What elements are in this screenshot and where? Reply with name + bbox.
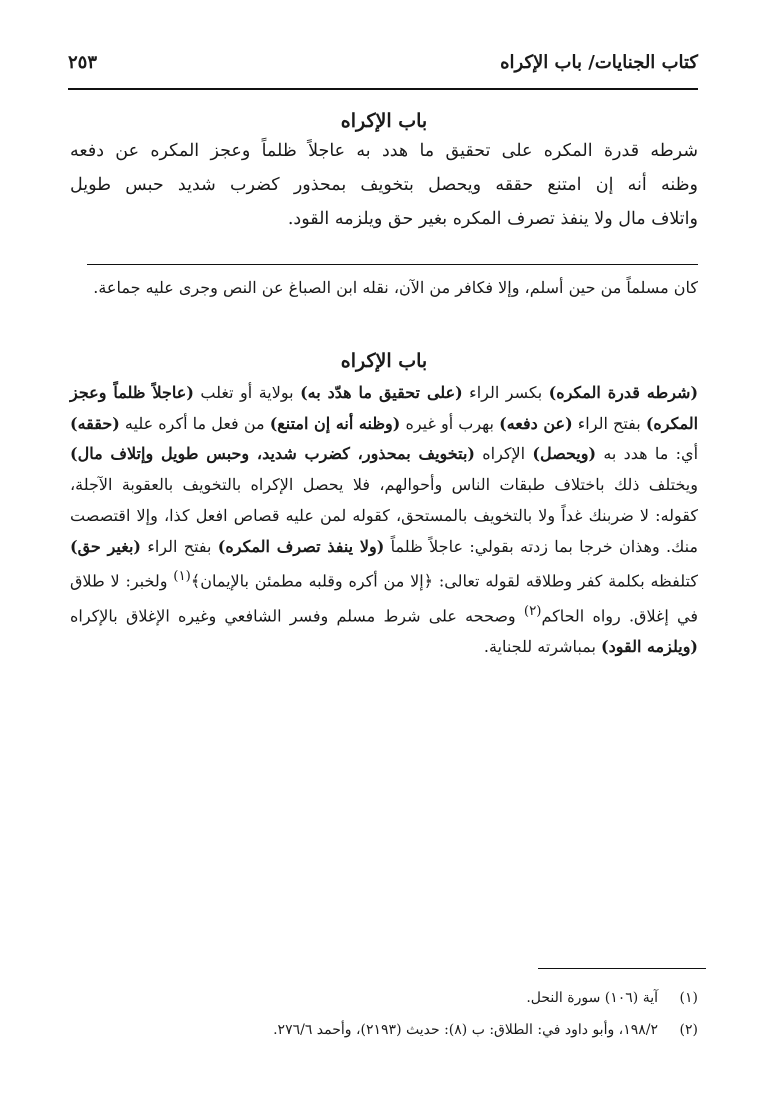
page-number: ٢٥٣	[68, 52, 98, 73]
commentary-text: كتلفظه بكلمة كفر وطلاقه لقوله تعالى: ﴿إلا من أكره وقلبه مطمئن بالإيمان﴾	[190, 571, 698, 591]
bold-term: (على تحقيق ما هدّد به)	[300, 383, 463, 402]
commentary-text: ولخبر: لا طلاق في إغلاق. رواه الحاكم	[70, 571, 699, 626]
matn-line: وظنه أنه إن امتنع حققه ويحصل بتخويف بمحذور كضرب شديد حبس طويل	[70, 175, 698, 195]
bold-term: (شرطه قدرة المكره)	[548, 383, 699, 402]
previous-note-text: كان مسلماً من حين أسلم، وإلا فكافر من الآن، نقله ابن الصباغ عن النص وجرى عليه جماعة.	[93, 278, 698, 297]
commentary-text: ويختلف ذلك باختلاف طبقات الناس وأحوالهم، فلا يحصل الإكراه بالتخويف بالعقوبة الآجلة، كقوله: لا ضربنك غداً ولا بالتخويف بالمستحق، كقوله لمن عليه قصاص افعل كذا، وإلا اقتصصت منك. وهذان خرجا بما زدته بقولي: عاجلاً ظلماً	[70, 475, 698, 556]
sharh-paragraph	[70, 378, 698, 663]
header-rule	[68, 88, 698, 90]
commentary-text: بولاية أو تغلب	[193, 383, 301, 402]
footnote-text: ١٩٨/٢، وأبو داود في: الطلاق: ب (٨): حديث (٢١٩٣)، وأحمد ٢٧٦/٦.	[273, 1022, 658, 1038]
footnote-number: (٢)	[679, 1022, 698, 1038]
bold-term: (وظنه أنه إن امتنع)	[269, 413, 401, 433]
bold-term: (حققه)	[70, 413, 120, 433]
commentary-text: بهرب أو غيره	[400, 413, 500, 433]
commentary-text: الإكراه	[474, 444, 533, 464]
footnote-number: (١)	[679, 990, 698, 1006]
bold-term: (عاجلاً ظلماً وعجز المكره)	[70, 383, 699, 433]
footnote-item	[70, 982, 698, 1014]
section-separator	[87, 264, 698, 265]
bold-term: (بغير حق)	[70, 536, 142, 556]
sharh-title: باب الإكراه	[340, 350, 428, 372]
bold-term: (ولا ينفذ تصرف المكره)	[217, 536, 385, 556]
bold-term: (بتخويف بمحذور، كضرب شديد، وحبس طويل وإتلاف مال)	[70, 444, 475, 464]
commentary-text: بفتح الراء	[572, 413, 646, 433]
matn-section	[70, 108, 698, 236]
matn-line: واتلاف مال ولا ينفذ تصرف المكره بغير حق ويلزمه القود.	[287, 209, 698, 229]
footnotes	[70, 982, 698, 1046]
bold-term: (ويلزمه القود)	[601, 637, 698, 657]
matn-title: باب الإكراه	[340, 110, 428, 132]
commentary-text: أي: ما هدد به	[596, 444, 699, 464]
commentary-text: بمباشرته للجناية.	[483, 637, 602, 657]
footnote-rule	[538, 968, 706, 969]
bold-term: (عن دفعه)	[499, 413, 573, 433]
bold-term: (ويحصل)	[532, 444, 597, 464]
footnote-item	[70, 1014, 698, 1046]
sharh-section	[70, 348, 698, 663]
footnote-text: آية (١٠٦) سورة النحل.	[526, 990, 658, 1006]
footnote-ref: (١)	[173, 569, 191, 585]
commentary-text: وصححه على شرط مسلم وفسر الشافعي وغيره الإغلاق بالإكراه	[70, 606, 524, 626]
running-head: كتاب الجنايات/ باب الإكراه	[500, 52, 698, 73]
matn-line: شرطه قدرة المكره على تحقيق ما هدد به عاجلاً ظلماً وعجز المكره عن دفعه	[70, 141, 698, 161]
previous-note	[70, 272, 698, 304]
page-header	[68, 52, 698, 84]
commentary-text: من فعل ما أكره عليه	[119, 413, 270, 433]
commentary-text: بفتح الراء	[141, 536, 218, 556]
commentary-text: بكسر الراء	[462, 383, 549, 402]
footnote-ref: (٢)	[523, 604, 542, 620]
